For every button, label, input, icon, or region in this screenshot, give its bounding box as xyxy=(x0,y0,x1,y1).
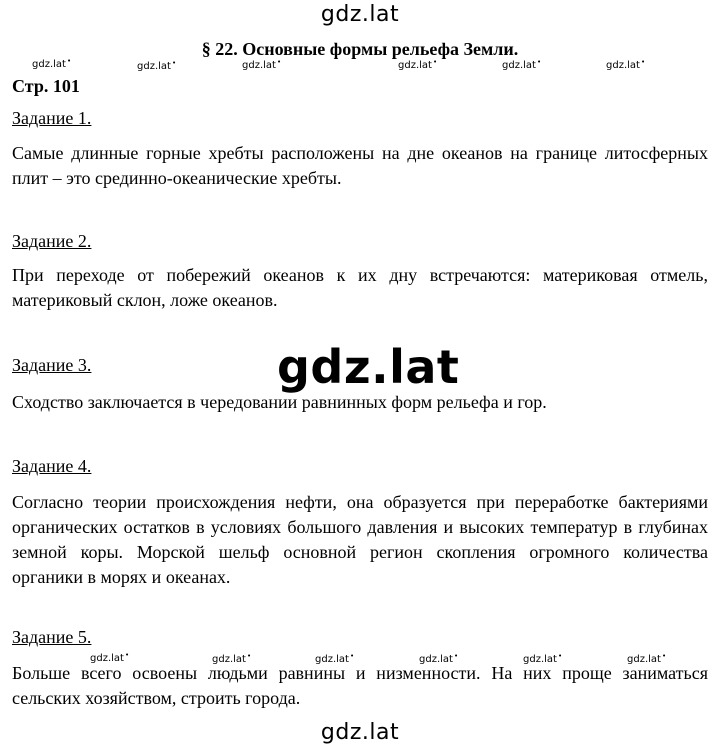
watermark-top: gdz.lat xyxy=(320,2,400,27)
page-number: Стр. 101 xyxy=(12,76,80,96)
task-heading-5: Задание 5. xyxy=(12,627,92,647)
watermark-small: gdz.lat • xyxy=(523,654,561,665)
watermark-small: gdz.lat • xyxy=(242,60,280,71)
task-text-4: Согласно теории происхождения нефти, она образуется при переработке бактериями органических остатков в условиях большого давления и высоких температур в глубинах земной коры. Морской шельф основной регион скопления огромного количества органики в морях и океанах. xyxy=(12,492,708,587)
watermark-small: gdz.lat • xyxy=(606,60,644,71)
task-heading-3: Задание 3. xyxy=(12,355,92,375)
watermark-small: gdz.lat • xyxy=(137,61,175,72)
watermark-small: gdz.lat • xyxy=(32,59,70,70)
watermark-small: gdz.lat • xyxy=(398,60,436,71)
task-heading-1: Задание 1. xyxy=(12,108,92,128)
watermark-small: gdz.lat • xyxy=(212,654,250,665)
task-heading-4: Задание 4. xyxy=(12,456,92,476)
section-title: § 22. Основные формы рельефа Земли. xyxy=(201,39,519,59)
watermark-small: gdz.lat • xyxy=(627,654,665,665)
watermark-small: gdz.lat • xyxy=(315,654,353,665)
watermark-bottom: gdz.lat xyxy=(320,720,400,745)
task-heading-2: Задание 2. xyxy=(12,231,92,251)
task-text-3: Сходство заключается в чередовании равнинных форм рельефа и гор. xyxy=(12,392,547,412)
task-text-5: Больше всего освоены людьми равнины и низменности. На них проще заниматься сельских хозяйством, строить города. xyxy=(12,663,708,708)
task-text-2: При переходе от побережий океанов к их дну встречаются: материковая отмель, материковый склон, ложе океанов. xyxy=(12,265,708,310)
watermark-small: gdz.lat • xyxy=(419,654,457,665)
watermark-small: gdz.lat • xyxy=(502,60,540,71)
task-text-1: Самые длинные горные хребты расположены на дне океанов на границе литосферных плит – это срединно-океанические хребты. xyxy=(12,143,708,188)
watermark-center: gdz.lat xyxy=(277,340,460,394)
watermark-small: gdz.lat • xyxy=(90,653,128,664)
